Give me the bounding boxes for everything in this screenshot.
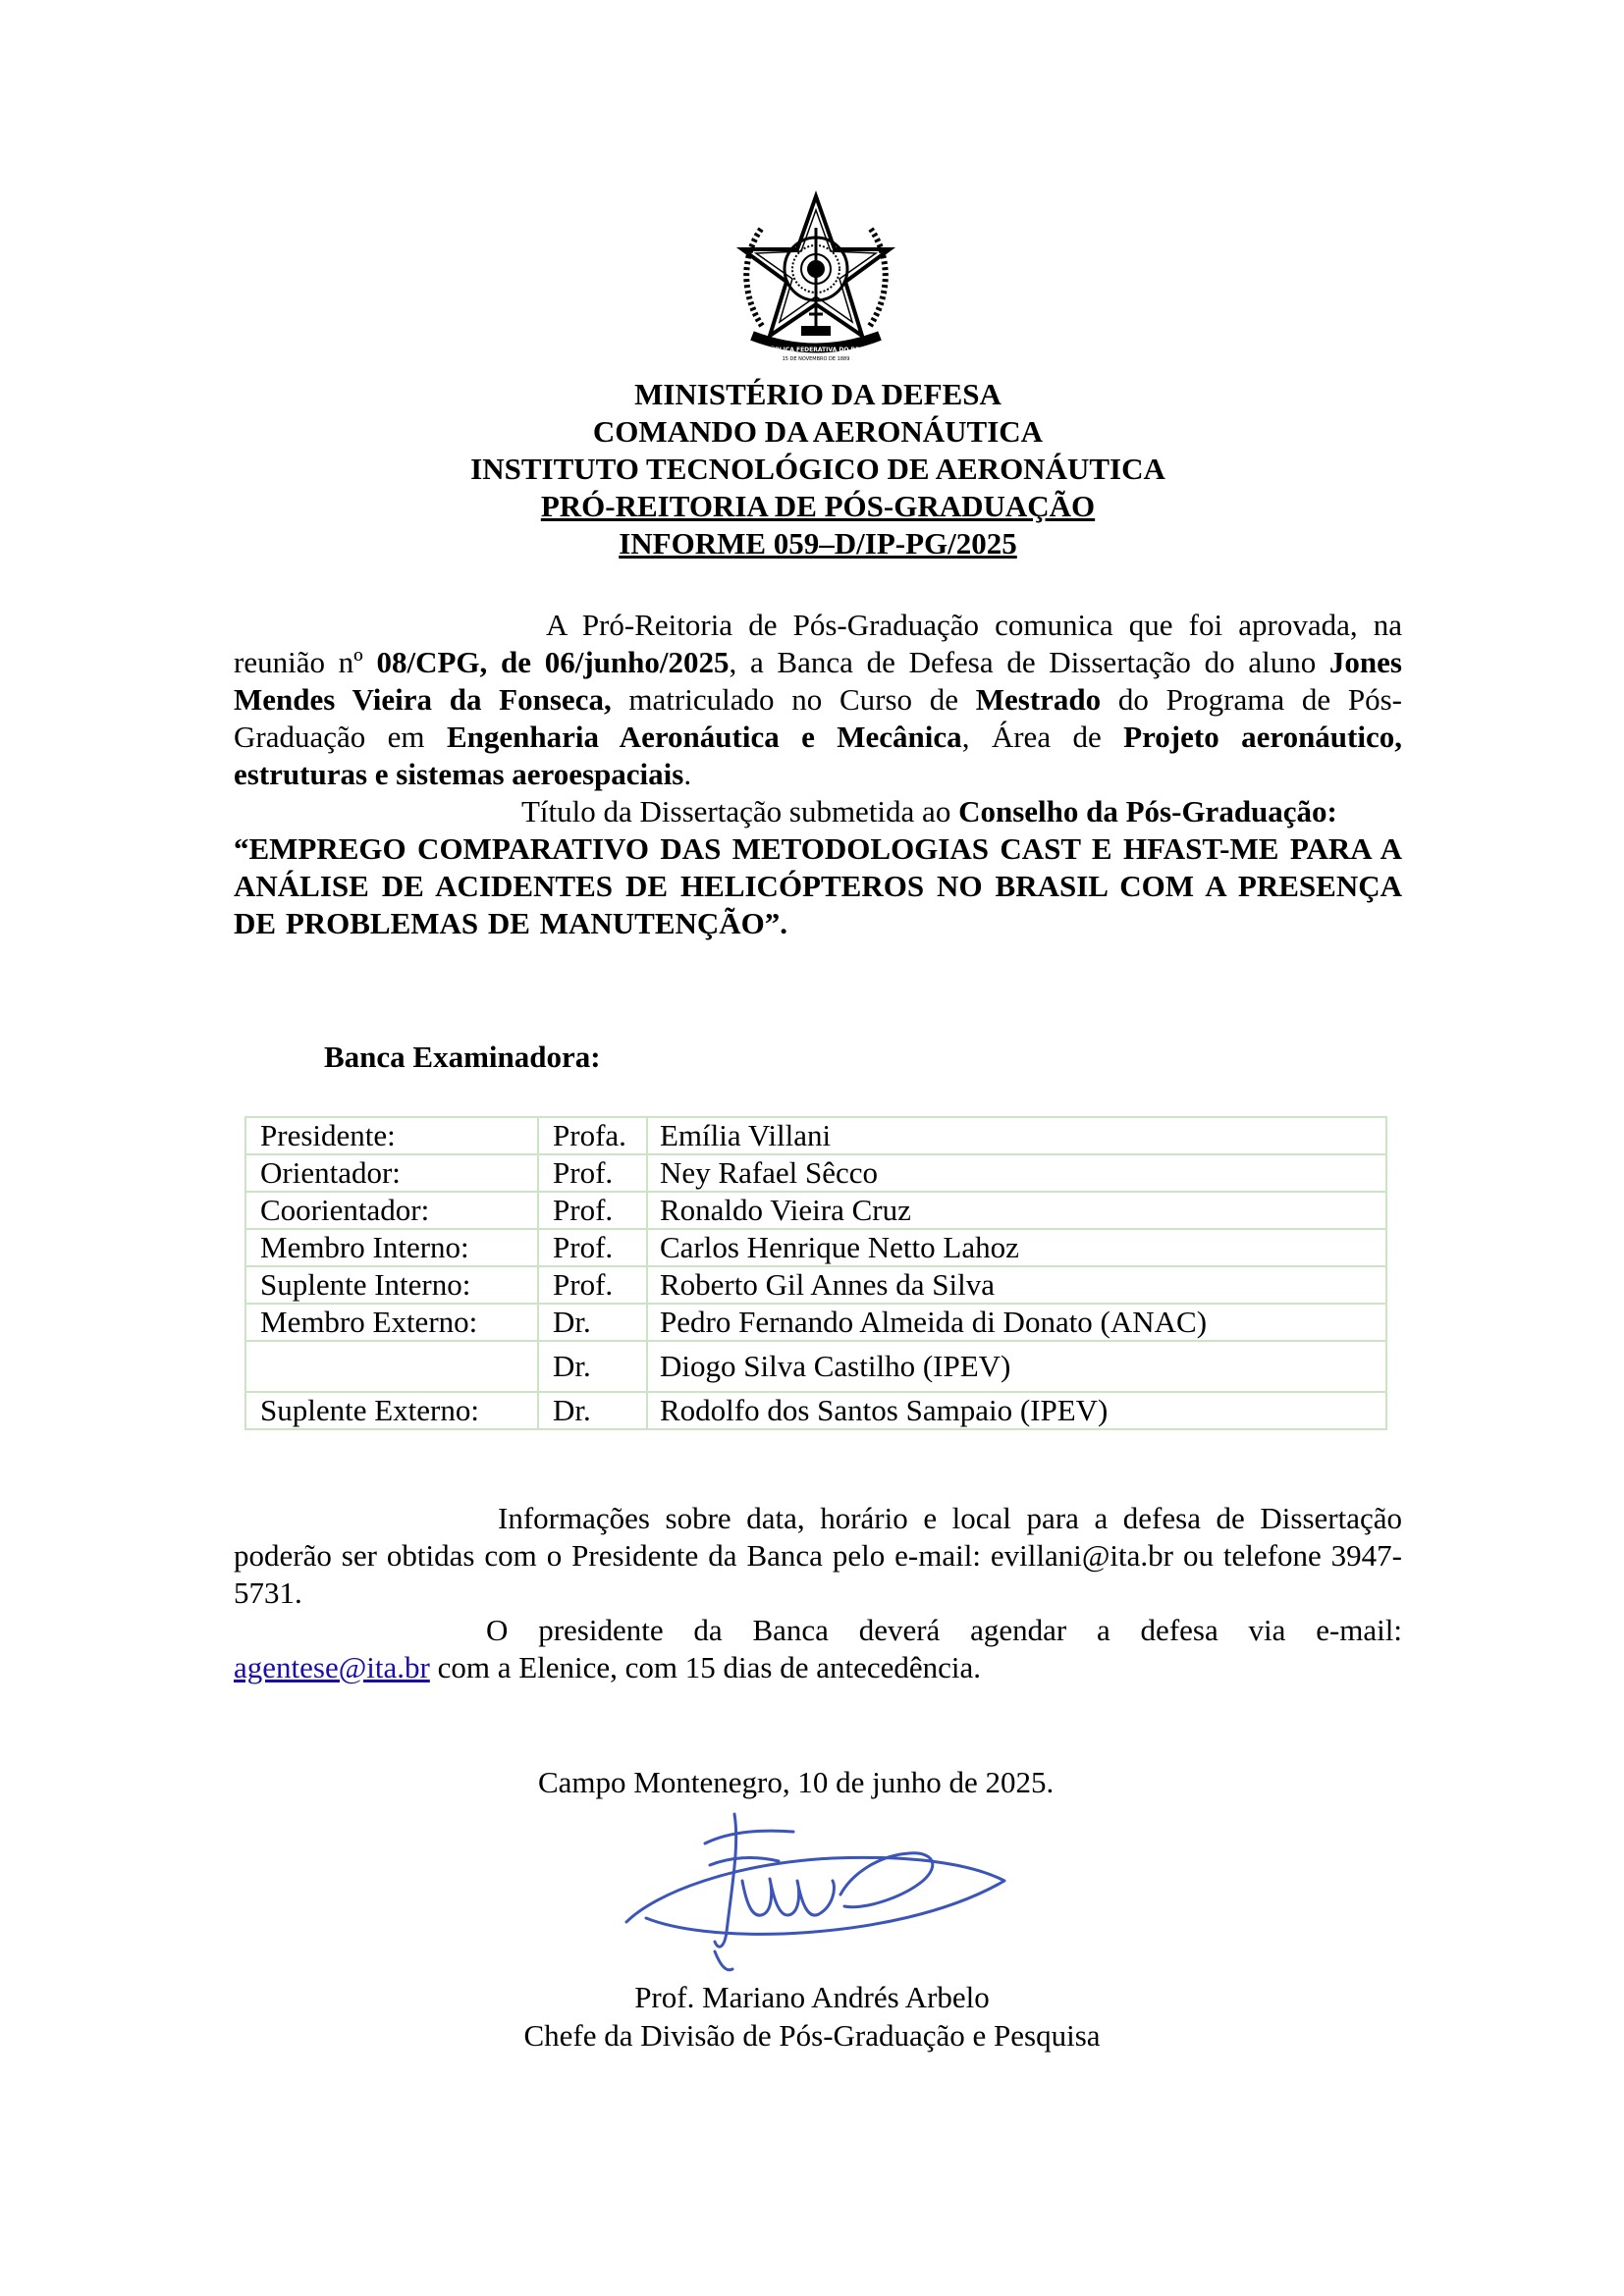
scheduling-text: O presidente da Banca deverá agendar a defesa via e-mail: [486, 1613, 1402, 1647]
pro-rectory-line: PRÓ-REITORIA DE PÓS-GRADUAÇÃO [540, 489, 1096, 523]
place-date: Campo Montenegro, 10 de junho de 2025. [538, 1765, 1055, 1799]
ministry-line: MINISTÉRIO DA DEFESA [634, 377, 1001, 411]
board-member-name: Pedro Fernando Almeida di Donato (ANAC) [647, 1304, 1386, 1341]
board-role: Presidente: [245, 1117, 538, 1154]
contact-paragraph: Informações sobre data, horário e local para a defesa de Dissertação poderão ser obtidas com o Presidente da Banca pelo e-mail: evillani@ita.br ou telefone 3947-5731. [234, 1501, 1402, 1610]
board-title: Prof. [538, 1154, 647, 1192]
letterhead [234, 376, 1402, 562]
board-title: Prof. [538, 1192, 647, 1229]
defense-information [234, 1500, 1402, 1686]
board-role: Suplente Interno: [245, 1266, 538, 1304]
board-member-name: Emília Villani [647, 1117, 1386, 1154]
board-role: Orientador: [245, 1154, 538, 1192]
emblem-ribbon-text: REPÚBLICA FEDERATIVA DO BRASIL [757, 347, 875, 353]
intro-text-5: , Área de [961, 720, 1124, 754]
board-member-name: Roberto Gil Annes da Silva [647, 1266, 1386, 1304]
announcement-body [234, 607, 1402, 942]
dissertation-title: “EMPREGO COMPARATIVO DAS METODOLOGIAS CAST E HFAST-ME PARA A ANÁLISE DE ACIDENTES DE HELICÓPTEROS NO BRASIL COM A PRESENÇA DE PROBLEMAS DE MANUTENÇÃO”. [234, 831, 1402, 940]
intro-text-1: A Pró-Reitoria de Pós-Graduação comunica que foi aprovada, na reunião nº [234, 608, 1402, 679]
emblem-date-text: 15 DE NOVEMBRO DE 1889 [782, 356, 850, 362]
institute-line: INSTITUTO TECNOLÓGICO DE AERONÁUTICA [470, 452, 1165, 486]
board-role [245, 1341, 538, 1392]
board-title: Prof. [538, 1229, 647, 1266]
intro-text-6: . [683, 757, 692, 791]
council-name: Conselho da Pós-Graduação: [958, 794, 1337, 828]
handwritten-signature [617, 1804, 1009, 1979]
board-row [245, 1341, 1386, 1392]
coat-of-arms-emblem [732, 188, 899, 365]
signer-role: Chefe da Divisão de Pós-Graduação e Pesquisa [523, 2018, 1101, 2053]
examining-board-table [244, 1116, 1387, 1430]
board-member-name: Ronaldo Vieira Cruz [647, 1192, 1386, 1229]
report-number: INFORME 059–D/IP-PG/2025 [619, 526, 1017, 561]
board-title: Dr. [538, 1304, 647, 1341]
board-member-name: Diogo Silva Castilho (IPEV) [647, 1341, 1386, 1392]
intro-text-3: matriculado no Curso de [611, 682, 976, 717]
board-title: Prof. [538, 1266, 647, 1304]
board-row [245, 1266, 1386, 1304]
course-level: Mestrado [975, 682, 1102, 717]
board-role: Membro Interno: [245, 1229, 538, 1266]
board-row [245, 1154, 1386, 1192]
board-role: Coorientador: [245, 1192, 538, 1229]
board-member-name: Rodolfo dos Santos Sampaio (IPEV) [647, 1392, 1386, 1429]
scheduling-tail: com a Elenice, com 15 dias de antecedência. [429, 1650, 982, 1684]
board-row [245, 1304, 1386, 1341]
board-title: Dr. [538, 1392, 647, 1429]
scheduling-paragraph [234, 1612, 1402, 1686]
intro-text-4: do Programa de Pós-Graduação em [234, 682, 1402, 754]
board-row [245, 1192, 1386, 1229]
banca-label: Banca Examinadora: [324, 1040, 601, 1074]
title-intro-line [234, 793, 1402, 830]
meeting-reference: 08/CPG, de 06/junho/2025 [376, 645, 730, 679]
board-role: Membro Externo: [245, 1304, 538, 1341]
board-row [245, 1117, 1386, 1154]
title-intro-text: Título da Dissertação submetida ao [521, 794, 959, 828]
board-row [245, 1392, 1386, 1429]
intro-text-2: , a Banca de Defesa de Dissertação do aluno [729, 645, 1329, 679]
board-role: Suplente Externo: [245, 1392, 538, 1429]
board-row [245, 1229, 1386, 1266]
research-area: Projeto aeronáutico, estruturas e sistemas aeroespaciais [234, 720, 1402, 791]
student-name: Jones Mendes Vieira da Fonseca, [234, 645, 1402, 717]
board-title: Profa. [538, 1117, 647, 1154]
board-title: Dr. [538, 1341, 647, 1392]
command-line: COMANDO DA AERONÁUTICA [592, 414, 1044, 449]
board-member-name: Ney Rafael Sêcco [647, 1154, 1386, 1192]
signer-name: Prof. Mariano Andrés Arbelo [634, 1980, 990, 2014]
announcement-paragraph [234, 607, 1402, 793]
program-name: Engenharia Aeronáutica e Mecânica [446, 720, 962, 754]
board-member-name: Carlos Henrique Netto Lahoz [647, 1229, 1386, 1266]
scheduling-email-link[interactable]: agentese@ita.br [234, 1650, 430, 1684]
signer-block [444, 1978, 1180, 2055]
